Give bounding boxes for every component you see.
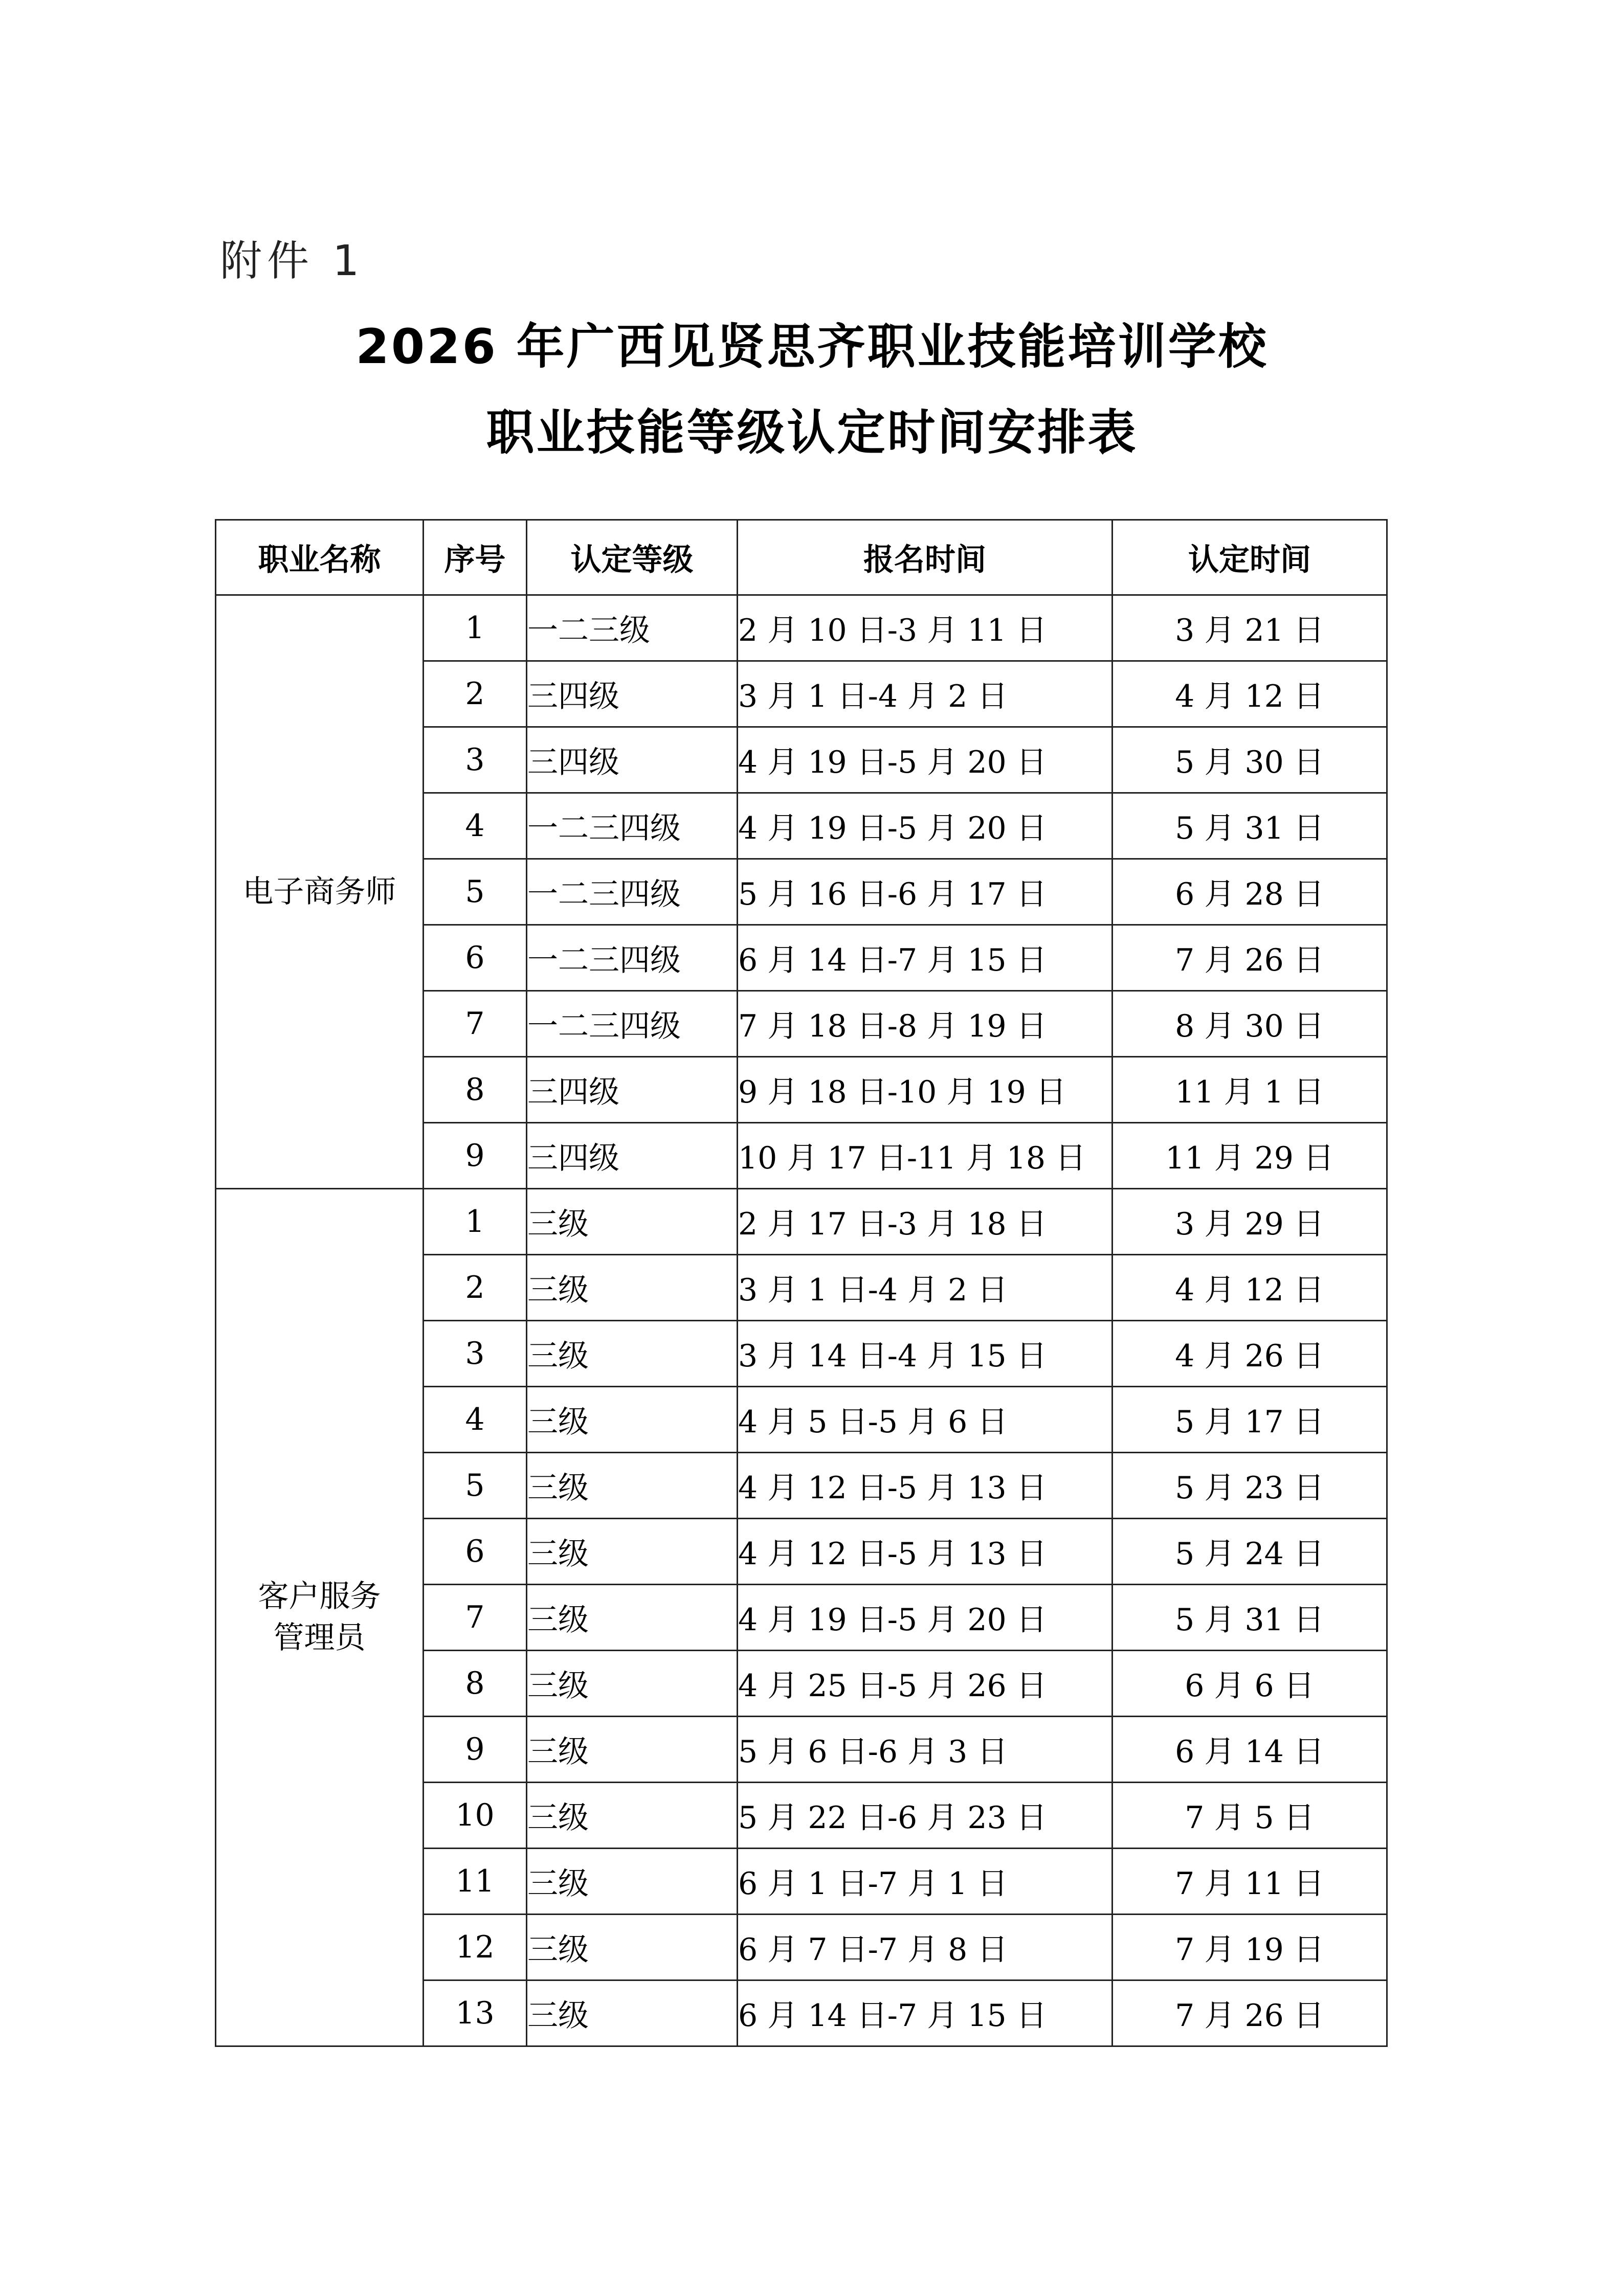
registration-time-cell: 2 月 17 日-3 月 18 日 <box>738 1189 1113 1255</box>
schedule-table <box>215 519 1388 2047</box>
registration-time-cell: 3 月 14 日-4 月 15 日 <box>738 1321 1113 1387</box>
registration-time-cell: 7 月 18 日-8 月 19 日 <box>738 991 1113 1057</box>
registration-time-cell: 5 月 16 日-6 月 17 日 <box>738 859 1113 925</box>
occupation-cell <box>216 595 424 1189</box>
level-cell: 三级 <box>527 1915 738 1980</box>
seq-cell: 7 <box>424 991 527 1057</box>
certification-time-cell: 4 月 26 日 <box>1113 1321 1387 1387</box>
header-level: 认定等级 <box>527 520 738 595</box>
seq-cell: 1 <box>424 595 527 661</box>
certification-time-cell: 6 月 14 日 <box>1113 1717 1387 1783</box>
header-row <box>216 520 1387 595</box>
certification-time-cell: 5 月 30 日 <box>1113 727 1387 793</box>
registration-time-cell: 4 月 19 日-5 月 20 日 <box>738 793 1113 859</box>
certification-time-cell: 6 月 28 日 <box>1113 859 1387 925</box>
attachment-label: 附件 1 <box>220 237 365 285</box>
registration-time-cell: 9 月 18 日-10 月 19 日 <box>738 1057 1113 1123</box>
seq-cell: 4 <box>424 1387 527 1453</box>
certification-time-cell: 4 月 12 日 <box>1113 1255 1387 1321</box>
table-header <box>216 520 1387 595</box>
level-cell: 三级 <box>527 1453 738 1519</box>
registration-time-cell: 2 月 10 日-3 月 11 日 <box>738 595 1113 661</box>
certification-time-cell: 5 月 24 日 <box>1113 1519 1387 1585</box>
certification-time-cell: 5 月 23 日 <box>1113 1453 1387 1519</box>
seq-cell: 2 <box>424 661 527 727</box>
level-cell: 三四级 <box>527 661 738 727</box>
level-cell: 三级 <box>527 1849 738 1915</box>
seq-cell: 6 <box>424 925 527 991</box>
level-cell: 三级 <box>527 1980 738 2046</box>
registration-time-cell: 6 月 7 日-7 月 8 日 <box>738 1915 1113 1980</box>
seq-cell: 3 <box>424 1321 527 1387</box>
registration-time-cell: 3 月 1 日-4 月 2 日 <box>738 1255 1113 1321</box>
seq-cell: 5 <box>424 1453 527 1519</box>
header-registration-time: 报名时间 <box>738 520 1113 595</box>
certification-time-cell: 7 月 5 日 <box>1113 1783 1387 1849</box>
registration-time-cell: 5 月 6 日-6 月 3 日 <box>738 1717 1113 1783</box>
level-cell: 三四级 <box>527 1057 738 1123</box>
registration-time-cell: 4 月 19 日-5 月 20 日 <box>738 727 1113 793</box>
seq-cell: 7 <box>424 1585 527 1651</box>
level-cell: 一二三四级 <box>527 859 738 925</box>
certification-time-cell: 5 月 31 日 <box>1113 793 1387 859</box>
table-body <box>216 595 1387 2046</box>
level-cell: 三级 <box>527 1321 738 1387</box>
certification-time-cell: 7 月 19 日 <box>1113 1915 1387 1980</box>
registration-time-cell: 6 月 14 日-7 月 15 日 <box>738 925 1113 991</box>
level-cell: 三级 <box>527 1519 738 1585</box>
certification-time-cell: 6 月 6 日 <box>1113 1651 1387 1717</box>
registration-time-cell: 4 月 12 日-5 月 13 日 <box>738 1453 1113 1519</box>
certification-time-cell: 11 月 29 日 <box>1113 1123 1387 1189</box>
occupation-cell <box>216 1189 424 2046</box>
seq-cell: 4 <box>424 793 527 859</box>
header-seq: 序号 <box>424 520 527 595</box>
registration-time-cell: 5 月 22 日-6 月 23 日 <box>738 1783 1113 1849</box>
seq-cell: 2 <box>424 1255 527 1321</box>
registration-time-cell: 4 月 25 日-5 月 26 日 <box>738 1651 1113 1717</box>
level-cell: 三级 <box>527 1189 738 1255</box>
occupation-line: 管理员 <box>273 1620 366 1656</box>
seq-cell: 3 <box>424 727 527 793</box>
registration-time-cell: 10 月 17 日-11 月 18 日 <box>738 1123 1113 1189</box>
registration-time-cell: 6 月 1 日-7 月 1 日 <box>738 1849 1113 1915</box>
certification-time-cell: 3 月 21 日 <box>1113 595 1387 661</box>
level-cell: 一二三四级 <box>527 925 738 991</box>
level-cell: 三级 <box>527 1783 738 1849</box>
level-cell: 三四级 <box>527 1123 738 1189</box>
header-certification-time: 认定时间 <box>1113 520 1387 595</box>
level-cell: 一二三四级 <box>527 991 738 1057</box>
certification-time-cell: 3 月 29 日 <box>1113 1189 1387 1255</box>
registration-time-cell: 6 月 14 日-7 月 15 日 <box>738 1980 1113 2046</box>
certification-time-cell: 5 月 31 日 <box>1113 1585 1387 1651</box>
document-title-line-2: 职业技能等级认定时间安排表 <box>486 405 1138 461</box>
table-row <box>216 1189 1387 1255</box>
level-cell: 三级 <box>527 1717 738 1783</box>
table-row <box>216 595 1387 661</box>
seq-cell: 10 <box>424 1783 527 1849</box>
registration-time-cell: 4 月 12 日-5 月 13 日 <box>738 1519 1113 1585</box>
certification-time-cell: 5 月 17 日 <box>1113 1387 1387 1453</box>
level-cell: 三四级 <box>527 727 738 793</box>
certification-time-cell: 11 月 1 日 <box>1113 1057 1387 1123</box>
certification-time-cell: 4 月 12 日 <box>1113 661 1387 727</box>
seq-cell: 6 <box>424 1519 527 1585</box>
seq-cell: 9 <box>424 1123 527 1189</box>
certification-time-cell: 8 月 30 日 <box>1113 991 1387 1057</box>
seq-cell: 5 <box>424 859 527 925</box>
certification-time-cell: 7 月 26 日 <box>1113 925 1387 991</box>
occupation-line: 电子商务师 <box>242 873 396 910</box>
registration-time-cell: 4 月 19 日-5 月 20 日 <box>738 1585 1113 1651</box>
seq-cell: 8 <box>424 1057 527 1123</box>
seq-cell: 9 <box>424 1717 527 1783</box>
seq-cell: 13 <box>424 1980 527 2046</box>
level-cell: 三级 <box>527 1585 738 1651</box>
seq-cell: 12 <box>424 1915 527 1980</box>
seq-cell: 1 <box>424 1189 527 1255</box>
level-cell: 三级 <box>527 1387 738 1453</box>
registration-time-cell: 4 月 5 日-5 月 6 日 <box>738 1387 1113 1453</box>
seq-cell: 11 <box>424 1849 527 1915</box>
level-cell: 一二三四级 <box>527 793 738 859</box>
seq-cell: 8 <box>424 1651 527 1717</box>
certification-time-cell: 7 月 11 日 <box>1113 1849 1387 1915</box>
document-title-line-1: 2026 年广西见贤思齐职业技能培训学校 <box>355 319 1269 375</box>
level-cell: 三级 <box>527 1651 738 1717</box>
level-cell: 三级 <box>527 1255 738 1321</box>
certification-time-cell: 7 月 26 日 <box>1113 1980 1387 2046</box>
level-cell: 一二三级 <box>527 595 738 661</box>
registration-time-cell: 3 月 1 日-4 月 2 日 <box>738 661 1113 727</box>
occupation-line: 客户服务 <box>258 1579 381 1614</box>
header-occupation: 职业名称 <box>216 520 424 595</box>
